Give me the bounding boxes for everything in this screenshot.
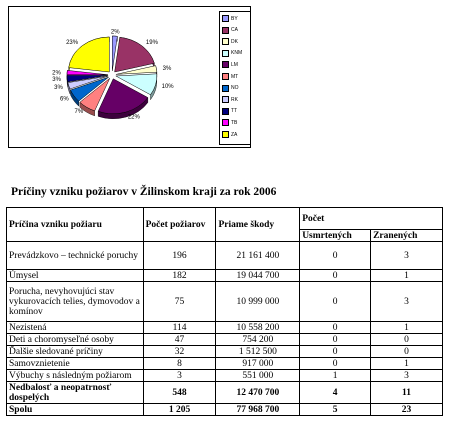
- pie-label-dk: 3%: [162, 66, 172, 73]
- header-injured: Zranených: [371, 230, 443, 242]
- pie-label-mt: 7%: [74, 109, 84, 116]
- pie-label-rk: 3%: [54, 85, 63, 92]
- cell-count: 1 205: [143, 404, 216, 416]
- cell-cause: Prevádzkovo – technické poruchy: [7, 242, 144, 270]
- header-cause: Príčina vzniku požiaru: [7, 208, 144, 242]
- legend-swatch: [222, 50, 229, 57]
- cell-injured: 23: [371, 404, 443, 416]
- cell-damage: 12 470 700: [216, 382, 300, 404]
- legend-label: CA: [231, 27, 238, 34]
- table-row: [7, 346, 443, 358]
- cell-damage: 917 000: [216, 358, 300, 370]
- table-row: [7, 242, 443, 270]
- cell-injured: 1: [371, 322, 443, 334]
- legend-swatch: [222, 61, 229, 68]
- legend-item: [222, 131, 237, 138]
- cell-dead: 1: [300, 370, 371, 382]
- cell-count: 75: [143, 282, 216, 322]
- pie-label-tb: 2%: [52, 70, 61, 77]
- table-row: [7, 382, 443, 404]
- pie-label-knm: 10%: [161, 83, 174, 90]
- cell-injured: 3: [371, 370, 443, 382]
- cell-count: 32: [143, 346, 216, 358]
- pie-chart-panel: [8, 6, 251, 148]
- document-title: Príčiny vzniku požiarov v Žilinskom kraji za rok 2006: [11, 186, 277, 198]
- legend-label: NO: [231, 85, 239, 92]
- legend-label: DK: [231, 38, 238, 45]
- cell-count: 8: [143, 358, 216, 370]
- legend-item: [222, 61, 238, 68]
- cell-cause: Samovznietenie: [7, 358, 144, 370]
- legend-item: [222, 38, 238, 45]
- cell-count: 3: [143, 370, 216, 382]
- legend-swatch: [222, 27, 229, 34]
- cell-damage: 10 999 000: [216, 282, 300, 322]
- cell-dead: 0: [300, 282, 371, 322]
- table-row: [7, 358, 443, 370]
- header-people: Počet: [300, 208, 443, 230]
- header-count: Počet požiarov: [143, 208, 216, 242]
- cell-injured: 1: [371, 270, 443, 282]
- legend-swatch: [222, 38, 229, 45]
- cell-count: 182: [143, 270, 216, 282]
- cell-count: 47: [143, 334, 216, 346]
- cell-cause: Nedbalosť a neopatrnosť dospelých: [7, 382, 144, 404]
- cell-cause: Spolu: [7, 404, 144, 416]
- pie-label-tt: 3%: [52, 77, 61, 84]
- legend-swatch: [222, 119, 229, 126]
- cell-cause: Výbuchy s následným požiarom: [7, 370, 144, 382]
- cell-dead: 4: [300, 382, 371, 404]
- legend-label: TB: [231, 119, 238, 126]
- cell-count: 114: [143, 322, 216, 334]
- legend-item: [222, 15, 238, 22]
- cell-damage: 1 512 500: [216, 346, 300, 358]
- cell-cause: Deti a choromyseľné osoby: [7, 334, 144, 346]
- legend-swatch: [222, 96, 229, 103]
- pie-chart: [9, 7, 215, 147]
- cell-injured: 1: [371, 358, 443, 370]
- cell-damage: 10 558 200: [216, 322, 300, 334]
- table-row: [7, 322, 443, 334]
- cell-damage: 21 161 400: [216, 242, 300, 270]
- cell-dead: 5: [300, 404, 371, 416]
- chart-legend: [219, 11, 251, 145]
- pie-label-no: 6%: [60, 96, 69, 103]
- table-row: [7, 282, 443, 322]
- cell-dead: 0: [300, 334, 371, 346]
- legend-label: LM: [231, 61, 238, 68]
- cell-cause: Úmysel: [7, 270, 144, 282]
- legend-item: [222, 50, 242, 57]
- cell-injured: 0: [371, 334, 443, 346]
- cell-cause: Nezistená: [7, 322, 144, 334]
- pie-label-lm: 22%: [127, 114, 140, 121]
- cell-injured: 11: [371, 382, 443, 404]
- cell-damage: 551 000: [216, 370, 300, 382]
- table-row: [7, 334, 443, 346]
- legend-swatch: [222, 108, 229, 115]
- legend-item: [222, 119, 237, 126]
- cell-cause: Ďalšie sledované príčiny: [7, 346, 144, 358]
- legend-item: [222, 27, 238, 34]
- fire-causes-table: [6, 207, 443, 416]
- pie-label-ca: 19%: [145, 40, 158, 47]
- cell-cause: Porucha, nevyhovujúci stav vykurovacích telies, dymovodov a komínov: [7, 282, 144, 322]
- legend-swatch: [222, 131, 229, 138]
- cell-damage: 19 044 700: [216, 270, 300, 282]
- legend-item: [222, 108, 237, 115]
- cell-dead: 0: [300, 346, 371, 358]
- legend-label: TT: [231, 108, 238, 115]
- legend-label: RK: [231, 96, 238, 103]
- cell-damage: 754 200: [216, 334, 300, 346]
- cell-dead: 0: [300, 322, 371, 334]
- header-dead: Usmrtených: [300, 230, 371, 242]
- legend-swatch: [222, 15, 229, 22]
- header-damage: Priame škody: [216, 208, 300, 242]
- table-row: [7, 404, 443, 416]
- table-body: [7, 242, 443, 416]
- legend-label: BY: [231, 15, 238, 22]
- cell-count: 196: [143, 242, 216, 270]
- legend-item: [222, 85, 239, 92]
- legend-swatch: [222, 85, 229, 92]
- table-row: [7, 370, 443, 382]
- cell-dead: 0: [300, 242, 371, 270]
- cell-injured: 3: [371, 282, 443, 322]
- cell-damage: 77 968 700: [216, 404, 300, 416]
- legend-label: KNM: [231, 50, 243, 57]
- pie-label-za: 23%: [66, 40, 79, 47]
- pie-label-by: 2%: [110, 29, 120, 36]
- legend-item: [222, 73, 238, 80]
- table-row: [7, 270, 443, 282]
- cell-injured: 0: [371, 346, 443, 358]
- legend-swatch: [222, 73, 229, 80]
- cell-injured: 3: [371, 242, 443, 270]
- legend-label: MT: [231, 73, 239, 80]
- cell-dead: 0: [300, 270, 371, 282]
- cell-dead: 0: [300, 358, 371, 370]
- cell-count: 548: [143, 382, 216, 404]
- legend-item: [222, 96, 238, 103]
- legend-label: ZA: [231, 131, 238, 138]
